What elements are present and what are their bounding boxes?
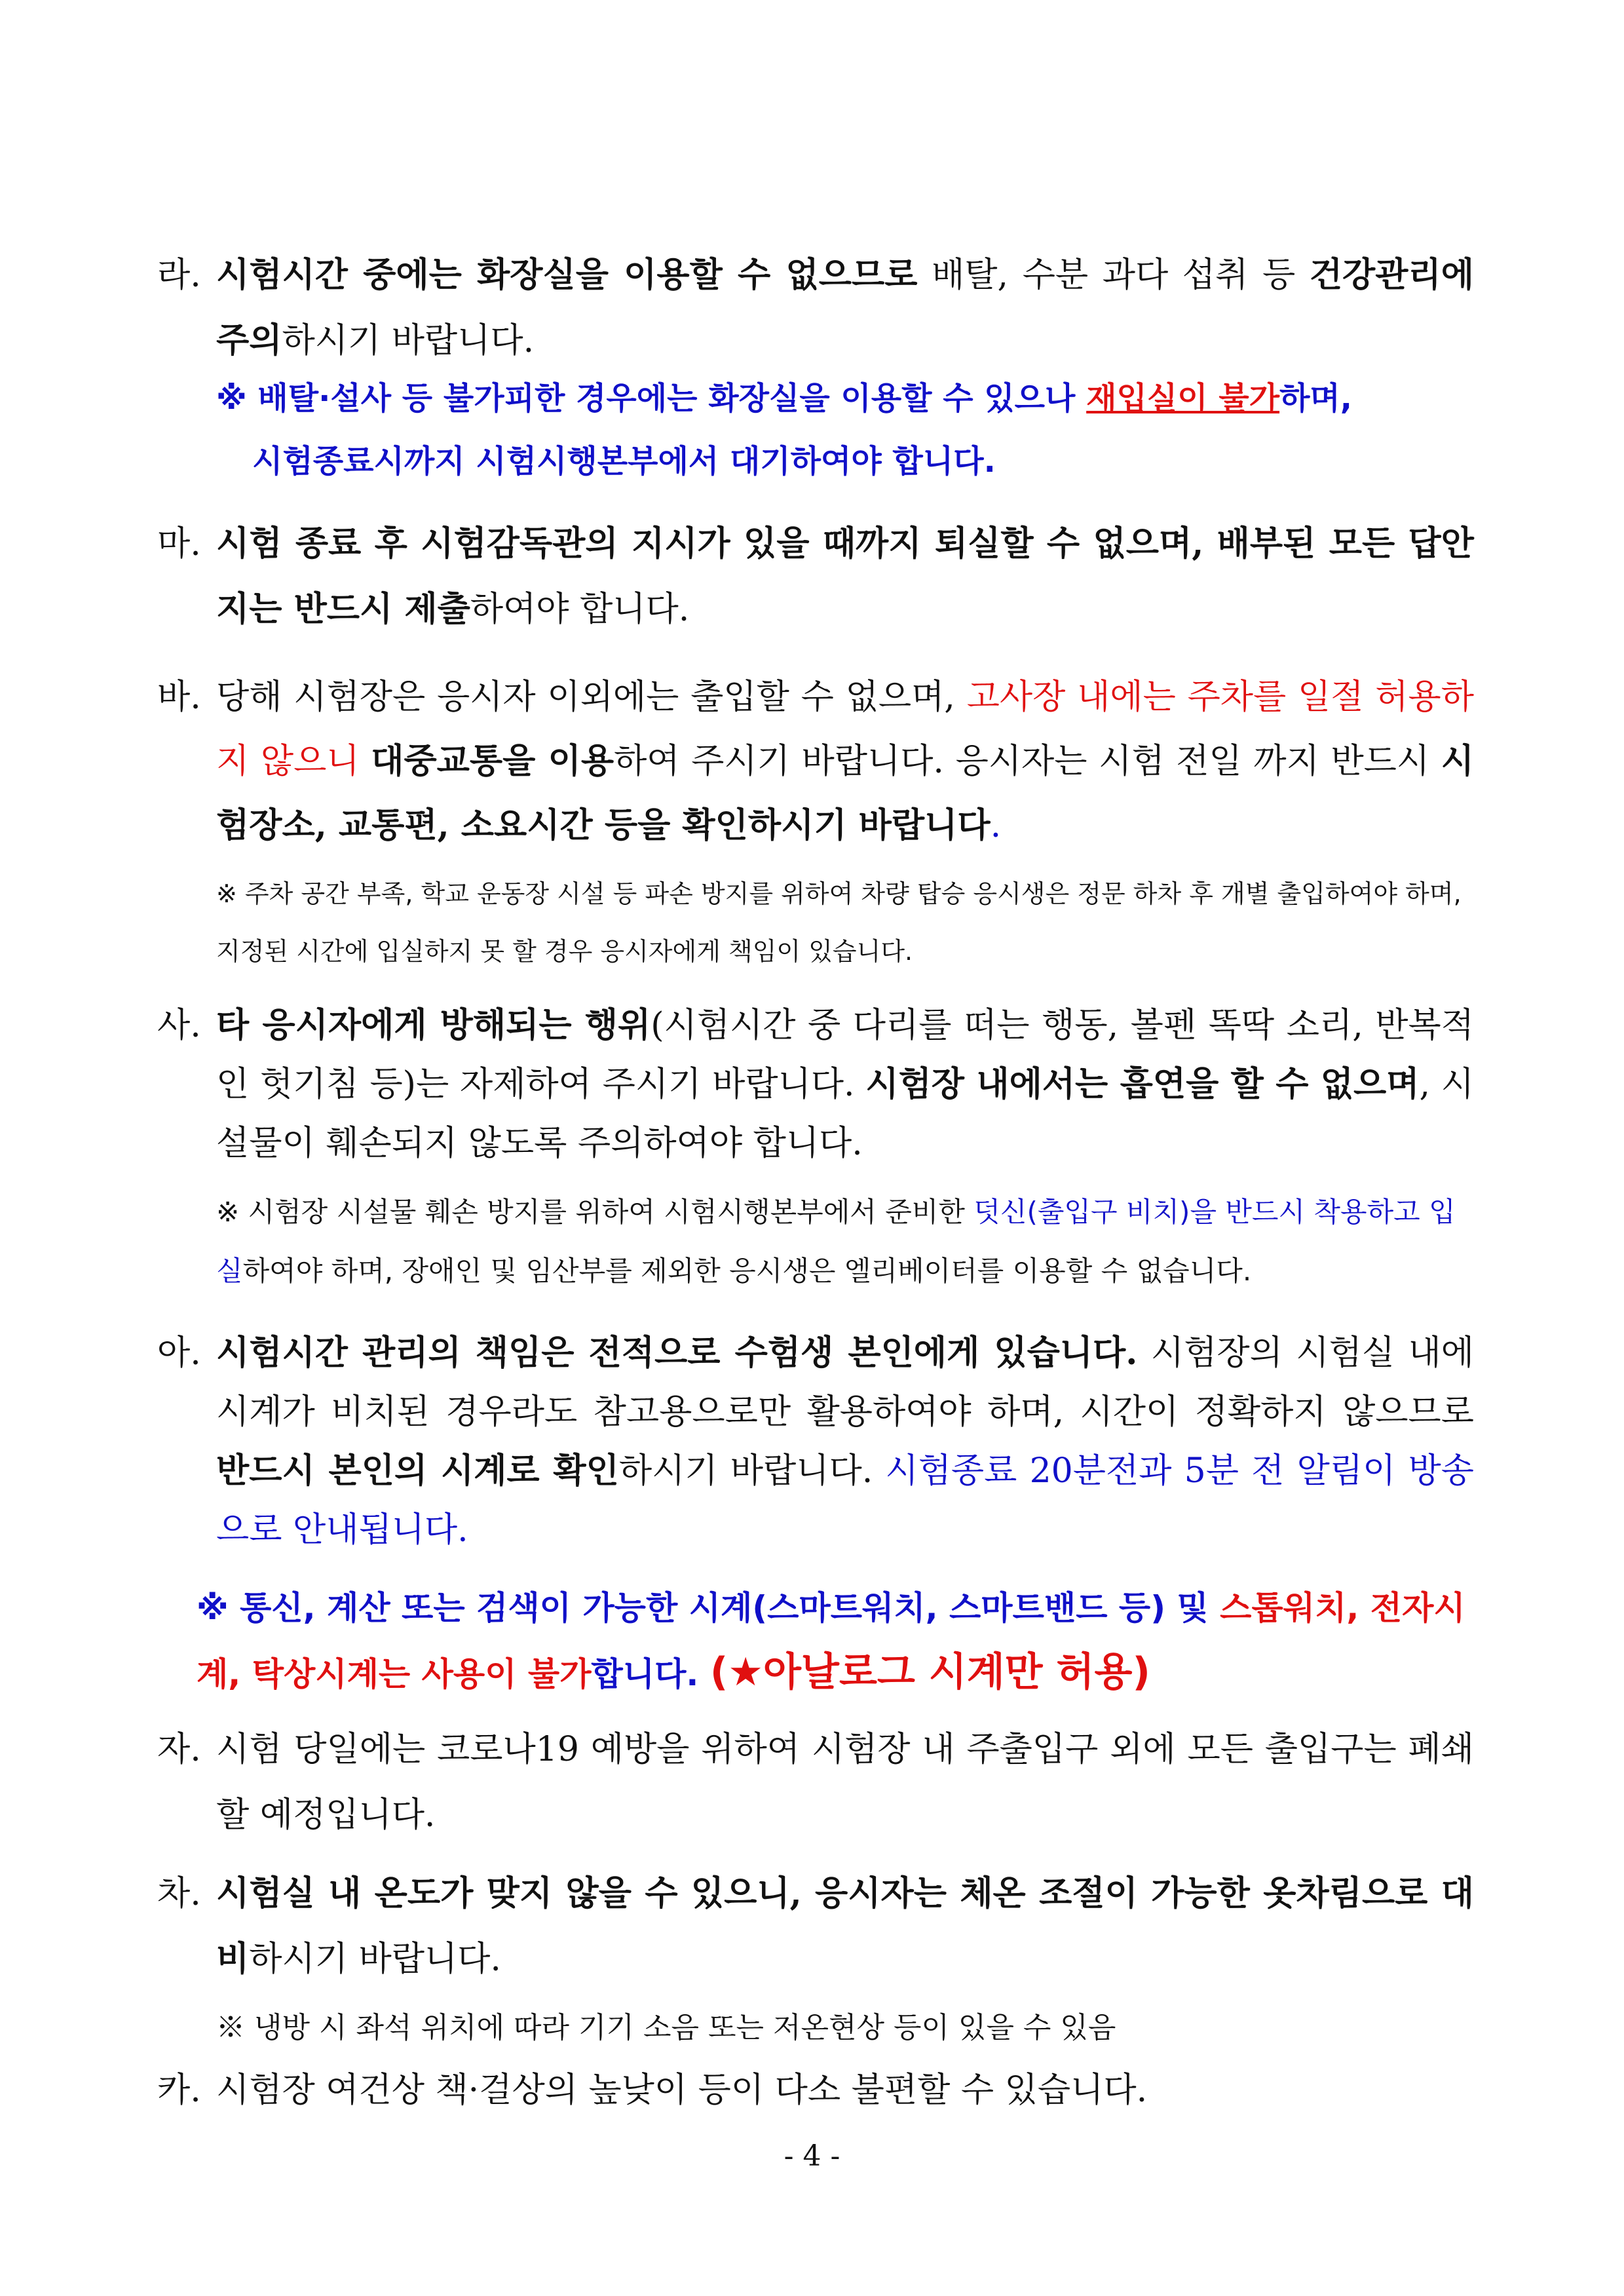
note-emphasis: 스톱워치, 전자시계, 탁상시계는 사용이 불가 [197, 1589, 1465, 1693]
note-text: 시험종료시까지 시험시행본부에서 대기하여야 합니다. [252, 443, 996, 480]
plain-text: 하여 주시기 바랍니다. 응시자는 시험 전일 까지 반드시 [614, 742, 1441, 781]
note-text: 하며, [1279, 380, 1353, 417]
note-text: ※ 주차 공간 부족, 학교 운동장 시설 등 파손 방지를 위하여 차량 탑승 응시생은 정문 하차 후 개별 출입하여야 하며, 지정된 시간에 입실하지 못 할 경우 응시자에게 책임이 있습니다. [216, 879, 1462, 966]
note-sa [216, 1183, 1474, 1301]
bold-text: 시험시간 관리의 책임은 전적으로 수험생 본인에게 있습니다. [216, 1333, 1138, 1373]
item-label: 마. [157, 524, 201, 564]
blue-text: . [990, 806, 1002, 845]
note-text: 합니다. [591, 1655, 710, 1693]
note-emphasis: 덧신(출입구 비치)을 반드시 착용하고 입실 [216, 1196, 1456, 1287]
note-ba [216, 865, 1474, 980]
bold-text: 대중교통을 이용 [371, 741, 614, 781]
item-label: 바. [157, 678, 201, 717]
bold-text: 타 응시자에게 방해되는 행위 [216, 1005, 651, 1045]
item-label: 라. [157, 256, 201, 295]
note-a [197, 1576, 1474, 1706]
item-label: 카. [157, 2071, 201, 2110]
item-sa [157, 996, 1474, 1173]
item-text [216, 511, 1474, 642]
item-text [216, 242, 1474, 373]
item-label: 아. [157, 1333, 201, 1373]
note-text: ※ 통신, 계산 또는 검색이 가능한 시계(스마트워치, 스마트밴드 등) 및 [197, 1589, 1220, 1627]
page-number: - 4 - [784, 2139, 840, 2173]
note-highlight: (★아날로그 시계만 허용) [709, 1649, 1150, 1695]
note-text: ※ 냉방 시 좌석 위치에 따라 기기 소음 또는 저온현상 등이 있을 수 있음 [216, 2011, 1116, 2044]
plain-text: 시험장의 시험실 내에 시계가 비치된 경우라도 참고용으로만 활용하여야 하며, 시간이 정확하지 않으므로 [216, 1333, 1474, 1432]
plain-text: 하시기 바랍니다. [282, 321, 535, 360]
item-text [216, 665, 1474, 858]
item-ka [157, 2057, 1474, 2123]
bold-text: 건강관리에 주의 [216, 255, 1474, 360]
item-ba [157, 665, 1474, 858]
plain-text: 하여야 합니다. [470, 590, 690, 629]
spacer [360, 742, 371, 781]
item-text [216, 2057, 1474, 2123]
item-a [157, 1324, 1474, 1559]
item-cha [157, 1861, 1474, 1992]
item-ra [157, 242, 1474, 373]
item-text [216, 1861, 1474, 1992]
red-text: 고사장 내에는 주차를 일절 허용하지 않으니 [216, 678, 1474, 781]
bold-text: 시험시간 중에는 화장실을 이용할 수 없으므로 [216, 255, 918, 295]
note-text: ※ 시험장 시설물 훼손 방지를 위하여 시험시행본부에서 준비한 [216, 1196, 974, 1228]
plain-text: 하시기 바랍니다. [618, 1451, 886, 1491]
bold-text: 시험실 내 온도가 맞지 않을 수 있으니, 응시자는 체온 조절이 가능한 옷차림으로 대비 [216, 1873, 1474, 1979]
blue-text: 시험종료 20분전과 5분 전 알림이 방송으로 안내됩니다. [216, 1451, 1474, 1550]
plain-text: 하시기 바랍니다. [249, 1940, 501, 1979]
plain-text: 배탈, 수분 과다 섭취 등 [917, 256, 1310, 295]
item-label: 사. [157, 1006, 201, 1045]
note-text: ※ 배탈·설사 등 불가피한 경우에는 화장실을 이용할 수 있으나 [216, 380, 1087, 417]
item-ja [157, 1717, 1474, 1848]
item-label: 자. [157, 1730, 201, 1769]
item-label: 차. [157, 1874, 201, 1913]
plain-text: , 시설물이 훼손되지 않도록 주의하여야 합니다. [216, 1065, 1475, 1163]
plain-text: 시험장 여건상 책·걸상의 높낮이 등이 다소 불편할 수 있습니다. [216, 2071, 1148, 2110]
item-text [216, 996, 1474, 1173]
item-text [216, 1717, 1474, 1848]
bold-text: 반드시 본인의 시계로 확인 [216, 1451, 619, 1491]
bold-text: 시험장 내에서는 흡연을 할 수 없으며 [865, 1064, 1420, 1104]
note-ra [216, 367, 1474, 493]
note-cha [216, 1999, 1474, 2057]
plain-text: (시험시간 중 다리를 떠는 행동, 볼펜 똑딱 소리, 반복적인 헛기침 등)는 자제하여 주시기 바랍니다. [216, 1006, 1474, 1104]
item-ma [157, 511, 1474, 642]
item-text [216, 1324, 1474, 1559]
plain-text: 시험 당일에는 코로나19 예방을 위하여 시험장 내 주출입구 외에 모든 출입구는 폐쇄할 예정입니다. [216, 1730, 1474, 1835]
note-text: 하여야 하며, 장애인 및 임산부를 제외한 응시생은 엘리베이터를 이용할 수 없습니다. [242, 1255, 1252, 1287]
bold-text: 시험장소, 교통편, 소요시간 등을 확인하시기 바랍니다 [216, 741, 1475, 845]
bold-text: 시험 종료 후 시험감독관의 지시가 있을 때까지 퇴실할 수 없으며, 배부된 모든 답안지는 반드시 제출 [216, 524, 1474, 629]
plain-text: 당해 시험장은 응시자 이외에는 출입할 수 없으며, [216, 678, 967, 717]
note-emphasis: 재입실이 불가 [1086, 380, 1280, 417]
